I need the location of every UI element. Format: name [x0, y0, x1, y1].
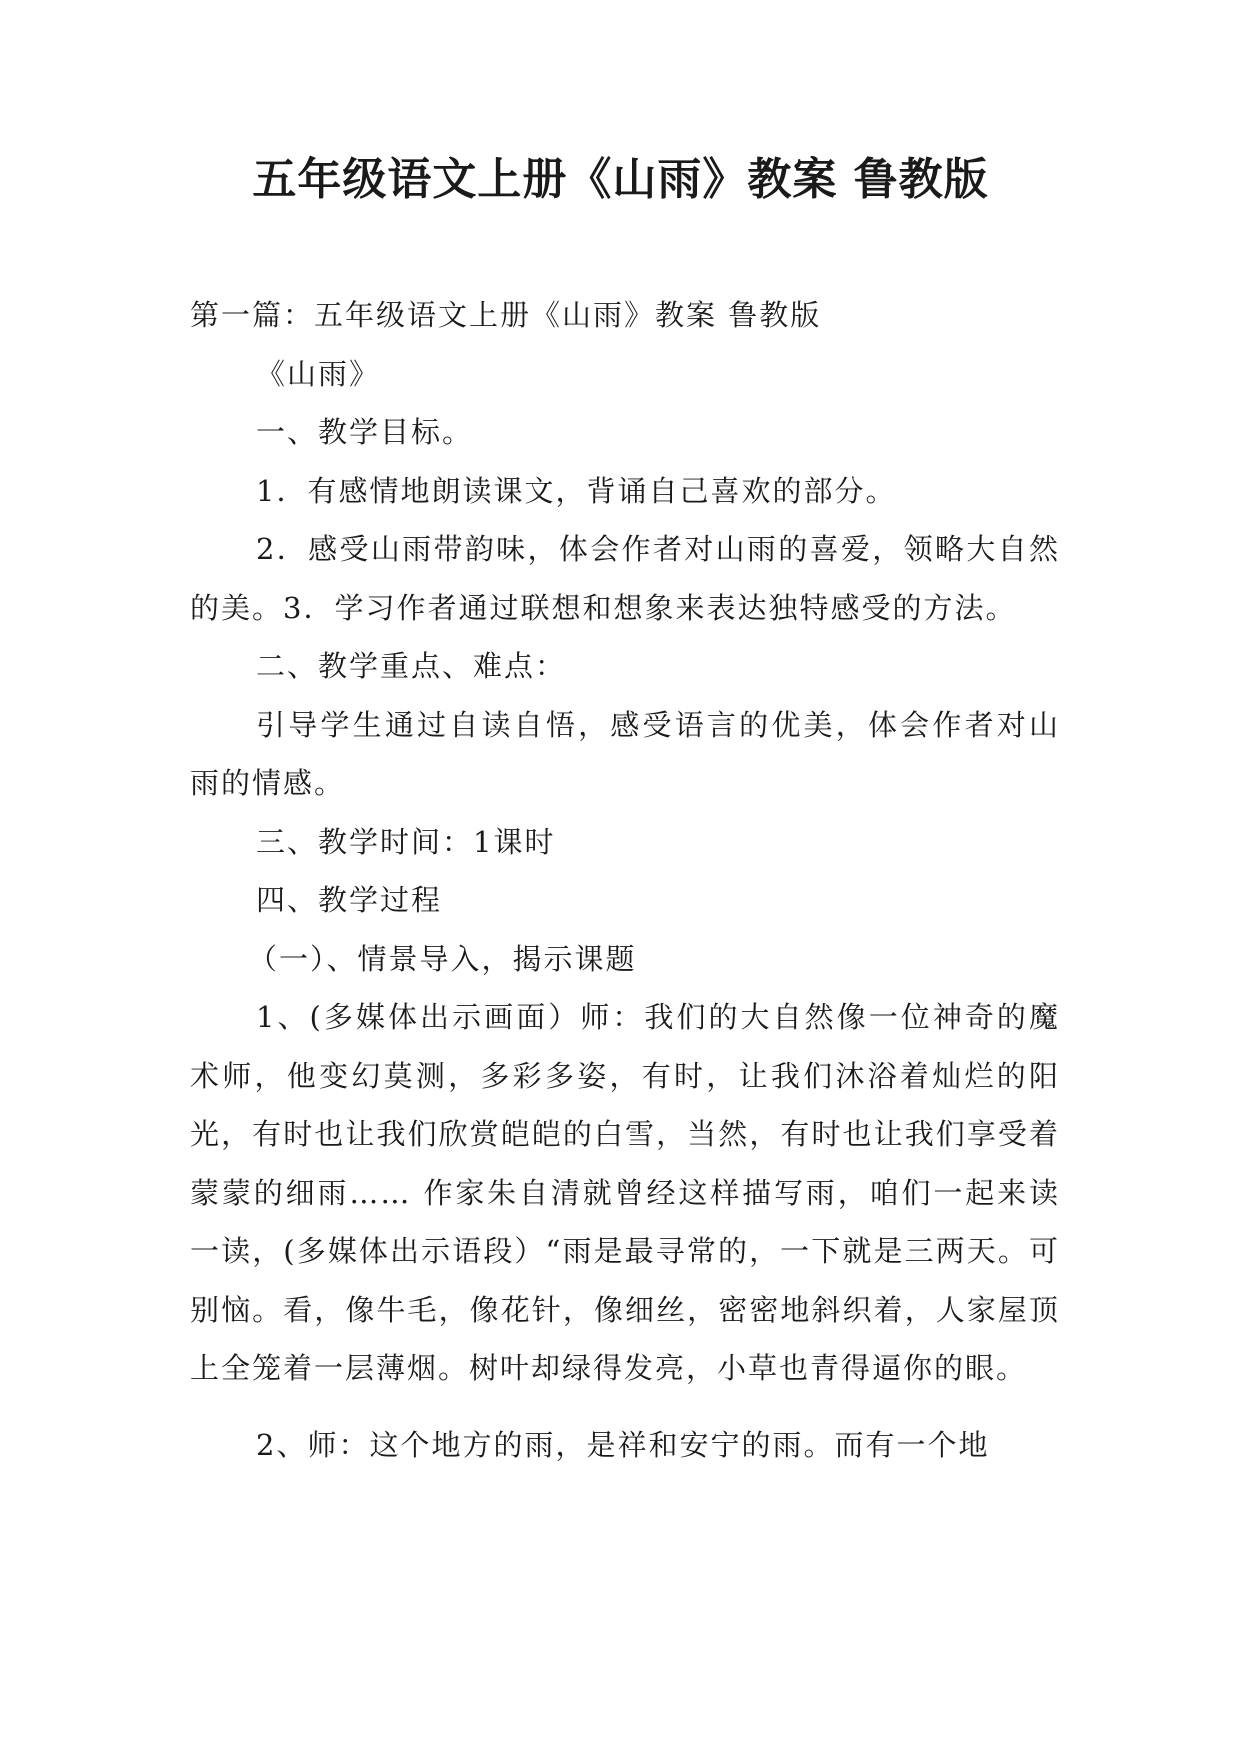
document-body — [190, 286, 1060, 1474]
paragraph-key-points: 引导学生通过自读自悟，感受语言的优美，体会作者对山雨的情感。 — [190, 707, 1060, 800]
paragraph-step-1: 1、(多媒体出示画面）师：我们的大自然像一位神奇的魔术师，他变幻莫测，多彩多姿，有时，让我们沐浴着灿烂的阳光，有时也让我们欣赏皑皑的白雪，当然，有时也让我们享受着蒙蒙的细雨…… 作家朱自清就曾经这样描写雨，咱们一起来读一读，(多媒体出示语段）“雨是最寻常的，一下就是三两天。可别恼。看，像牛毛，像花针，像细丝，密密地斜织着，人家屋顶上全笼着一层薄烟。树叶却绿得发亮，小草也青得逼你的眼。 — [190, 1000, 1060, 1385]
paragraph-goal-1: 1．有感情地朗读课文，背诵自己喜欢的部分。 — [256, 473, 897, 508]
document-title: 五年级语文上册《山雨》教案 鲁教版 — [252, 154, 989, 205]
paragraph-heading: 第一篇：五年级语文上册《山雨》教案 鲁教版 — [190, 298, 822, 332]
paragraph-section-goals: 一、教学目标。 — [256, 415, 474, 449]
paragraph-subsection-intro: （一）、情景导入，揭示课题 — [248, 941, 637, 976]
paragraph-step-2: 2、师：这个地方的雨，是祥和安宁的雨。而有一个地 — [256, 1427, 990, 1462]
paragraph-section-time: 三、教学时间：1课时 — [256, 824, 556, 859]
paragraph-goal-2-3: 2．感受山雨带韵味，体会作者对山雨的喜爱，领略大自然的美。3．学习作者通过联想和想象来表达独特感受的方法。 — [190, 532, 1060, 625]
paragraph-section-key-points: 二、教学重点、难点： — [256, 649, 567, 683]
paragraph-section-process: 四、教学过程 — [256, 883, 443, 917]
paragraph-lesson-name: 《山雨》 — [256, 356, 381, 391]
